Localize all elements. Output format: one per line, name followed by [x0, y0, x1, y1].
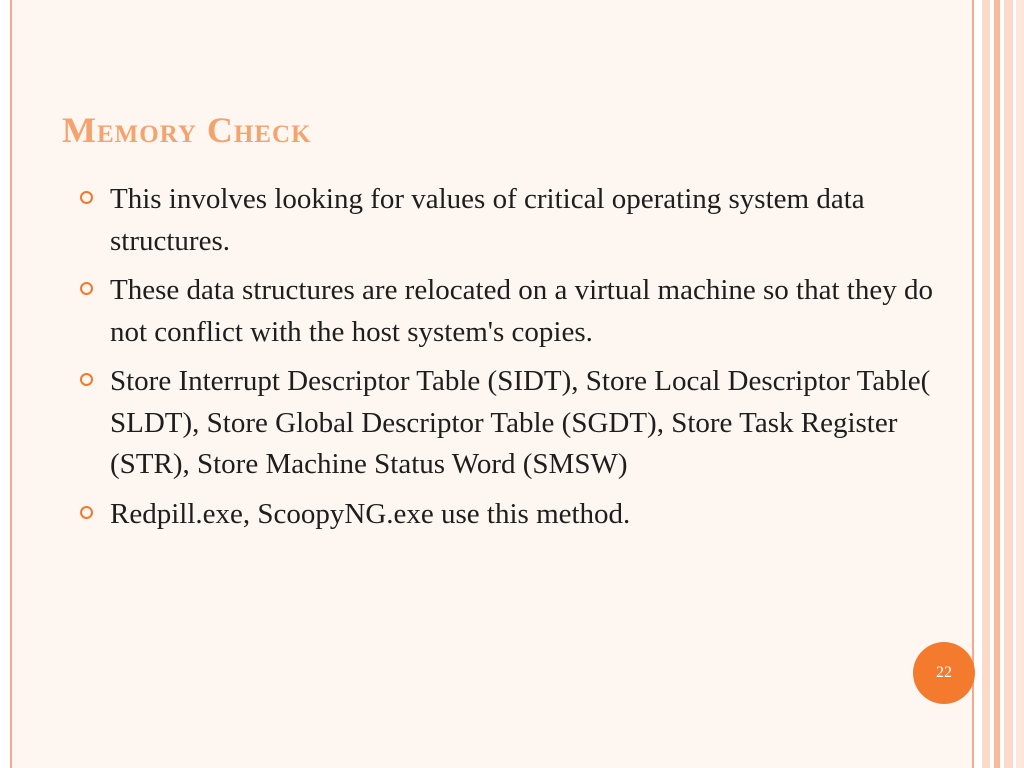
- slide-title: Memory Check: [62, 110, 312, 150]
- page-number: 22: [936, 664, 952, 681]
- bullet-circle-icon: [80, 282, 93, 295]
- bullet-item: [80, 179, 940, 262]
- bullet-item: [80, 270, 940, 353]
- decorative-stripe: [1016, 0, 1024, 768]
- bullet-text: Store Interrupt Descriptor Table (SIDT), Store Local Descriptor Table( SLDT), Store Global Descriptor Table (SGDT), Store Task Register (STR), Store Machine Status Word (SMSW): [110, 365, 931, 480]
- bullet-item: [80, 494, 940, 536]
- bullet-circle-icon: [80, 191, 93, 204]
- bullet-text: Redpill.exe, ScoopyNG.exe use this method.: [110, 497, 631, 530]
- bullet-circle-icon: [80, 373, 93, 386]
- bullet-item: [80, 361, 940, 486]
- decorative-stripe: [1004, 0, 1013, 768]
- bullet-text: This involves looking for values of critical operating system data structures.: [110, 183, 865, 257]
- bullet-circle-icon: [80, 506, 93, 519]
- page-number-badge: [913, 642, 975, 704]
- bullet-list: [80, 179, 940, 543]
- decorative-stripe: [982, 0, 990, 768]
- bullet-text: These data structures are relocated on a virtual machine so that they do not conflict with the host system's copies.: [110, 274, 933, 348]
- decorative-stripe: [994, 0, 1000, 768]
